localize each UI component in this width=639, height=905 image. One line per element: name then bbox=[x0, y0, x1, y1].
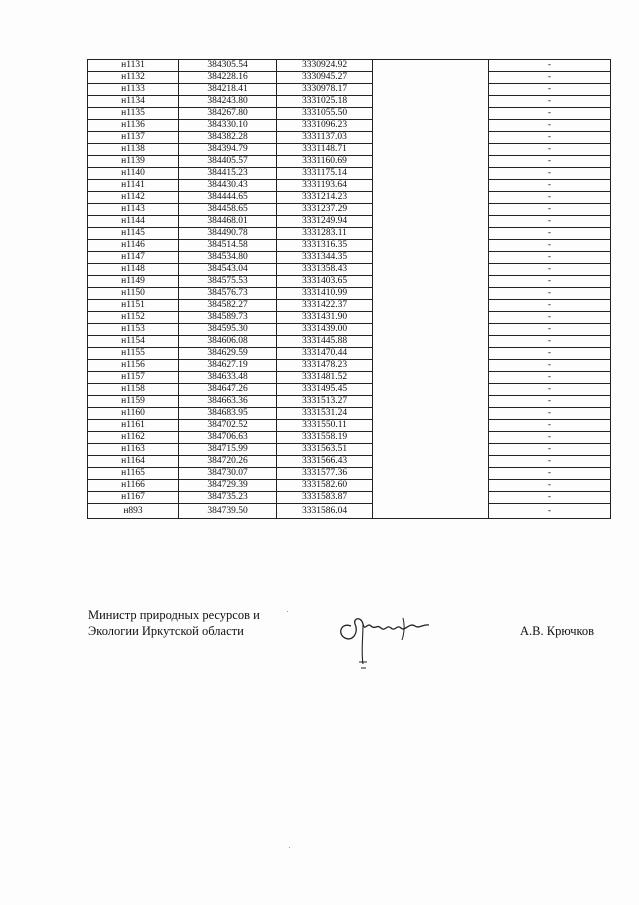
y-coordinate-cell: 3331481.52 bbox=[277, 372, 373, 384]
y-coordinate-cell: 3331422.37 bbox=[277, 300, 373, 312]
x-coordinate-cell: 384729.39 bbox=[179, 480, 277, 492]
table-row bbox=[88, 336, 611, 348]
y-coordinate-cell: 3331582.60 bbox=[277, 480, 373, 492]
y-coordinate-cell: 3331148.71 bbox=[277, 144, 373, 156]
note-cell: - bbox=[489, 168, 611, 180]
x-coordinate-cell: 384534.80 bbox=[179, 252, 277, 264]
note-cell: - bbox=[489, 216, 611, 228]
table-row bbox=[88, 168, 611, 180]
x-coordinate-cell: 384543.04 bbox=[179, 264, 277, 276]
y-coordinate-cell: 3331558.19 bbox=[277, 432, 373, 444]
table-row bbox=[88, 204, 611, 216]
x-coordinate-cell: 384739.50 bbox=[179, 504, 277, 519]
point-id-cell: н893 bbox=[88, 504, 179, 519]
scan-speck bbox=[287, 611, 288, 612]
y-coordinate-cell: 3331495.45 bbox=[277, 384, 373, 396]
y-coordinate-cell: 3331531.24 bbox=[277, 408, 373, 420]
table-row bbox=[88, 288, 611, 300]
point-id-cell: н1142 bbox=[88, 192, 179, 204]
point-id-cell: н1167 bbox=[88, 492, 179, 504]
coordinates-table-body bbox=[88, 60, 611, 519]
x-coordinate-cell: 384663.36 bbox=[179, 396, 277, 408]
y-coordinate-cell: 3331403.65 bbox=[277, 276, 373, 288]
point-id-cell: н1157 bbox=[88, 372, 179, 384]
point-id-cell: н1160 bbox=[88, 408, 179, 420]
y-coordinate-cell: 3331137.03 bbox=[277, 132, 373, 144]
x-coordinate-cell: 384647.26 bbox=[179, 384, 277, 396]
table-row bbox=[88, 444, 611, 456]
note-cell: - bbox=[489, 120, 611, 132]
table-row bbox=[88, 216, 611, 228]
point-id-cell: н1158 bbox=[88, 384, 179, 396]
scan-speck bbox=[289, 847, 290, 848]
y-coordinate-cell: 3331566.43 bbox=[277, 456, 373, 468]
point-id-cell: н1149 bbox=[88, 276, 179, 288]
table-row bbox=[88, 60, 611, 72]
note-cell: - bbox=[489, 360, 611, 372]
note-cell: - bbox=[489, 72, 611, 84]
point-id-cell: н1154 bbox=[88, 336, 179, 348]
point-id-cell: н1140 bbox=[88, 168, 179, 180]
y-coordinate-cell: 3331583.87 bbox=[277, 492, 373, 504]
y-coordinate-cell: 3331025.18 bbox=[277, 96, 373, 108]
table-row bbox=[88, 492, 611, 504]
x-coordinate-cell: 384468.01 bbox=[179, 216, 277, 228]
table-row bbox=[88, 372, 611, 384]
x-coordinate-cell: 384735.23 bbox=[179, 492, 277, 504]
signatory-position-line1: Министр природных ресурсов и bbox=[88, 608, 260, 622]
table-row bbox=[88, 180, 611, 192]
table-row bbox=[88, 120, 611, 132]
point-id-cell: н1161 bbox=[88, 420, 179, 432]
y-coordinate-cell: 3331410.99 bbox=[277, 288, 373, 300]
y-coordinate-cell: 3331586.04 bbox=[277, 504, 373, 519]
table-row bbox=[88, 504, 611, 519]
x-coordinate-cell: 384582.27 bbox=[179, 300, 277, 312]
x-coordinate-cell: 384415.23 bbox=[179, 168, 277, 180]
y-coordinate-cell: 3331249.94 bbox=[277, 216, 373, 228]
note-cell: - bbox=[489, 240, 611, 252]
note-cell: - bbox=[489, 420, 611, 432]
note-cell: - bbox=[489, 288, 611, 300]
table-row bbox=[88, 396, 611, 408]
table-row bbox=[88, 132, 611, 144]
point-id-cell: н1134 bbox=[88, 96, 179, 108]
table-row bbox=[88, 84, 611, 96]
y-coordinate-cell: 3331344.35 bbox=[277, 252, 373, 264]
y-coordinate-cell: 3331513.27 bbox=[277, 396, 373, 408]
y-coordinate-cell: 3331055.50 bbox=[277, 108, 373, 120]
note-cell: - bbox=[489, 228, 611, 240]
x-coordinate-cell: 384683.95 bbox=[179, 408, 277, 420]
y-coordinate-cell: 3330945.27 bbox=[277, 72, 373, 84]
x-coordinate-cell: 384606.08 bbox=[179, 336, 277, 348]
coordinates-table bbox=[87, 59, 611, 519]
point-id-cell: н1155 bbox=[88, 348, 179, 360]
point-id-cell: н1151 bbox=[88, 300, 179, 312]
point-id-cell: н1156 bbox=[88, 360, 179, 372]
point-id-cell: н1136 bbox=[88, 120, 179, 132]
x-coordinate-cell: 384720.26 bbox=[179, 456, 277, 468]
table-row bbox=[88, 312, 611, 324]
x-coordinate-cell: 384706.63 bbox=[179, 432, 277, 444]
x-coordinate-cell: 384702.52 bbox=[179, 420, 277, 432]
note-cell: - bbox=[489, 156, 611, 168]
point-id-cell: н1166 bbox=[88, 480, 179, 492]
x-coordinate-cell: 384730.07 bbox=[179, 468, 277, 480]
note-cell: - bbox=[489, 408, 611, 420]
signatory-name: А.В. Крючков bbox=[520, 624, 595, 638]
y-coordinate-cell: 3331478.23 bbox=[277, 360, 373, 372]
table-row bbox=[88, 420, 611, 432]
note-cell: - bbox=[489, 456, 611, 468]
point-id-cell: н1165 bbox=[88, 468, 179, 480]
note-cell: - bbox=[489, 180, 611, 192]
note-cell: - bbox=[489, 144, 611, 156]
note-cell: - bbox=[489, 300, 611, 312]
y-coordinate-cell: 3331096.23 bbox=[277, 120, 373, 132]
point-id-cell: н1145 bbox=[88, 228, 179, 240]
y-coordinate-cell: 3331577.36 bbox=[277, 468, 373, 480]
x-coordinate-cell: 384382.28 bbox=[179, 132, 277, 144]
handwritten-signature bbox=[333, 604, 433, 674]
point-id-cell: н1137 bbox=[88, 132, 179, 144]
y-coordinate-cell: 3331563.51 bbox=[277, 444, 373, 456]
y-coordinate-cell: 3331316.35 bbox=[277, 240, 373, 252]
note-cell: - bbox=[489, 264, 611, 276]
y-coordinate-cell: 3331175.14 bbox=[277, 168, 373, 180]
y-coordinate-cell: 3331193.64 bbox=[277, 180, 373, 192]
table-row bbox=[88, 324, 611, 336]
x-coordinate-cell: 384267.80 bbox=[179, 108, 277, 120]
point-id-cell: н1150 bbox=[88, 288, 179, 300]
x-coordinate-cell: 384394.79 bbox=[179, 144, 277, 156]
table-row bbox=[88, 144, 611, 156]
y-coordinate-cell: 3330924.92 bbox=[277, 60, 373, 72]
y-coordinate-cell: 3331160.69 bbox=[277, 156, 373, 168]
point-id-cell: н1162 bbox=[88, 432, 179, 444]
point-id-cell: н1132 bbox=[88, 72, 179, 84]
table-row bbox=[88, 276, 611, 288]
table-row bbox=[88, 456, 611, 468]
note-cell: - bbox=[489, 396, 611, 408]
note-cell: - bbox=[489, 324, 611, 336]
x-coordinate-cell: 384458.65 bbox=[179, 204, 277, 216]
note-cell: - bbox=[489, 84, 611, 96]
y-coordinate-cell: 3331550.11 bbox=[277, 420, 373, 432]
y-coordinate-cell: 3331214.23 bbox=[277, 192, 373, 204]
note-cell: - bbox=[489, 492, 611, 504]
note-cell: - bbox=[489, 192, 611, 204]
table-row bbox=[88, 408, 611, 420]
merged-empty-cell bbox=[373, 60, 489, 519]
point-id-cell: н1164 bbox=[88, 456, 179, 468]
table-row bbox=[88, 96, 611, 108]
x-coordinate-cell: 384490.78 bbox=[179, 228, 277, 240]
note-cell: - bbox=[489, 468, 611, 480]
table-row bbox=[88, 300, 611, 312]
table-row bbox=[88, 192, 611, 204]
x-coordinate-cell: 384589.73 bbox=[179, 312, 277, 324]
y-coordinate-cell: 3331445.88 bbox=[277, 336, 373, 348]
y-coordinate-cell: 3330978.17 bbox=[277, 84, 373, 96]
y-coordinate-cell: 3331358.43 bbox=[277, 264, 373, 276]
table-row bbox=[88, 348, 611, 360]
note-cell: - bbox=[489, 60, 611, 72]
x-coordinate-cell: 384576.73 bbox=[179, 288, 277, 300]
table-row bbox=[88, 468, 611, 480]
x-coordinate-cell: 384514.58 bbox=[179, 240, 277, 252]
point-id-cell: н1163 bbox=[88, 444, 179, 456]
x-coordinate-cell: 384430.43 bbox=[179, 180, 277, 192]
point-id-cell: н1138 bbox=[88, 144, 179, 156]
point-id-cell: н1141 bbox=[88, 180, 179, 192]
x-coordinate-cell: 384715.99 bbox=[179, 444, 277, 456]
x-coordinate-cell: 384575.53 bbox=[179, 276, 277, 288]
note-cell: - bbox=[489, 108, 611, 120]
note-cell: - bbox=[489, 204, 611, 216]
note-cell: - bbox=[489, 312, 611, 324]
y-coordinate-cell: 3331470.44 bbox=[277, 348, 373, 360]
y-coordinate-cell: 3331237.29 bbox=[277, 204, 373, 216]
point-id-cell: н1153 bbox=[88, 324, 179, 336]
note-cell: - bbox=[489, 384, 611, 396]
note-cell: - bbox=[489, 276, 611, 288]
note-cell: - bbox=[489, 96, 611, 108]
table-row bbox=[88, 228, 611, 240]
x-coordinate-cell: 384627.19 bbox=[179, 360, 277, 372]
point-id-cell: н1144 bbox=[88, 216, 179, 228]
point-id-cell: н1159 bbox=[88, 396, 179, 408]
point-id-cell: н1148 bbox=[88, 264, 179, 276]
x-coordinate-cell: 384218.41 bbox=[179, 84, 277, 96]
point-id-cell: н1143 bbox=[88, 204, 179, 216]
point-id-cell: н1139 bbox=[88, 156, 179, 168]
signatory-position bbox=[88, 607, 260, 639]
x-coordinate-cell: 384595.30 bbox=[179, 324, 277, 336]
x-coordinate-cell: 384228.16 bbox=[179, 72, 277, 84]
table-row bbox=[88, 480, 611, 492]
x-coordinate-cell: 384243.80 bbox=[179, 96, 277, 108]
signatory-position-line2: Экологии Иркутской области bbox=[88, 624, 244, 638]
point-id-cell: н1146 bbox=[88, 240, 179, 252]
point-id-cell: н1152 bbox=[88, 312, 179, 324]
table-row bbox=[88, 360, 611, 372]
note-cell: - bbox=[489, 444, 611, 456]
y-coordinate-cell: 3331283.11 bbox=[277, 228, 373, 240]
note-cell: - bbox=[489, 432, 611, 444]
note-cell: - bbox=[489, 480, 611, 492]
note-cell: - bbox=[489, 336, 611, 348]
table-row bbox=[88, 240, 611, 252]
table-row bbox=[88, 156, 611, 168]
table-row bbox=[88, 108, 611, 120]
x-coordinate-cell: 384444.65 bbox=[179, 192, 277, 204]
y-coordinate-cell: 3331439.00 bbox=[277, 324, 373, 336]
note-cell: - bbox=[489, 132, 611, 144]
point-id-cell: н1131 bbox=[88, 60, 179, 72]
note-cell: - bbox=[489, 504, 611, 519]
x-coordinate-cell: 384305.54 bbox=[179, 60, 277, 72]
note-cell: - bbox=[489, 252, 611, 264]
table-row bbox=[88, 384, 611, 396]
table-row bbox=[88, 252, 611, 264]
y-coordinate-cell: 3331431.90 bbox=[277, 312, 373, 324]
note-cell: - bbox=[489, 372, 611, 384]
table-row bbox=[88, 72, 611, 84]
x-coordinate-cell: 384629.59 bbox=[179, 348, 277, 360]
table-row bbox=[88, 264, 611, 276]
table-row bbox=[88, 432, 611, 444]
point-id-cell: н1135 bbox=[88, 108, 179, 120]
x-coordinate-cell: 384330.10 bbox=[179, 120, 277, 132]
x-coordinate-cell: 384405.57 bbox=[179, 156, 277, 168]
x-coordinate-cell: 384633.48 bbox=[179, 372, 277, 384]
point-id-cell: н1147 bbox=[88, 252, 179, 264]
note-cell: - bbox=[489, 348, 611, 360]
point-id-cell: н1133 bbox=[88, 84, 179, 96]
